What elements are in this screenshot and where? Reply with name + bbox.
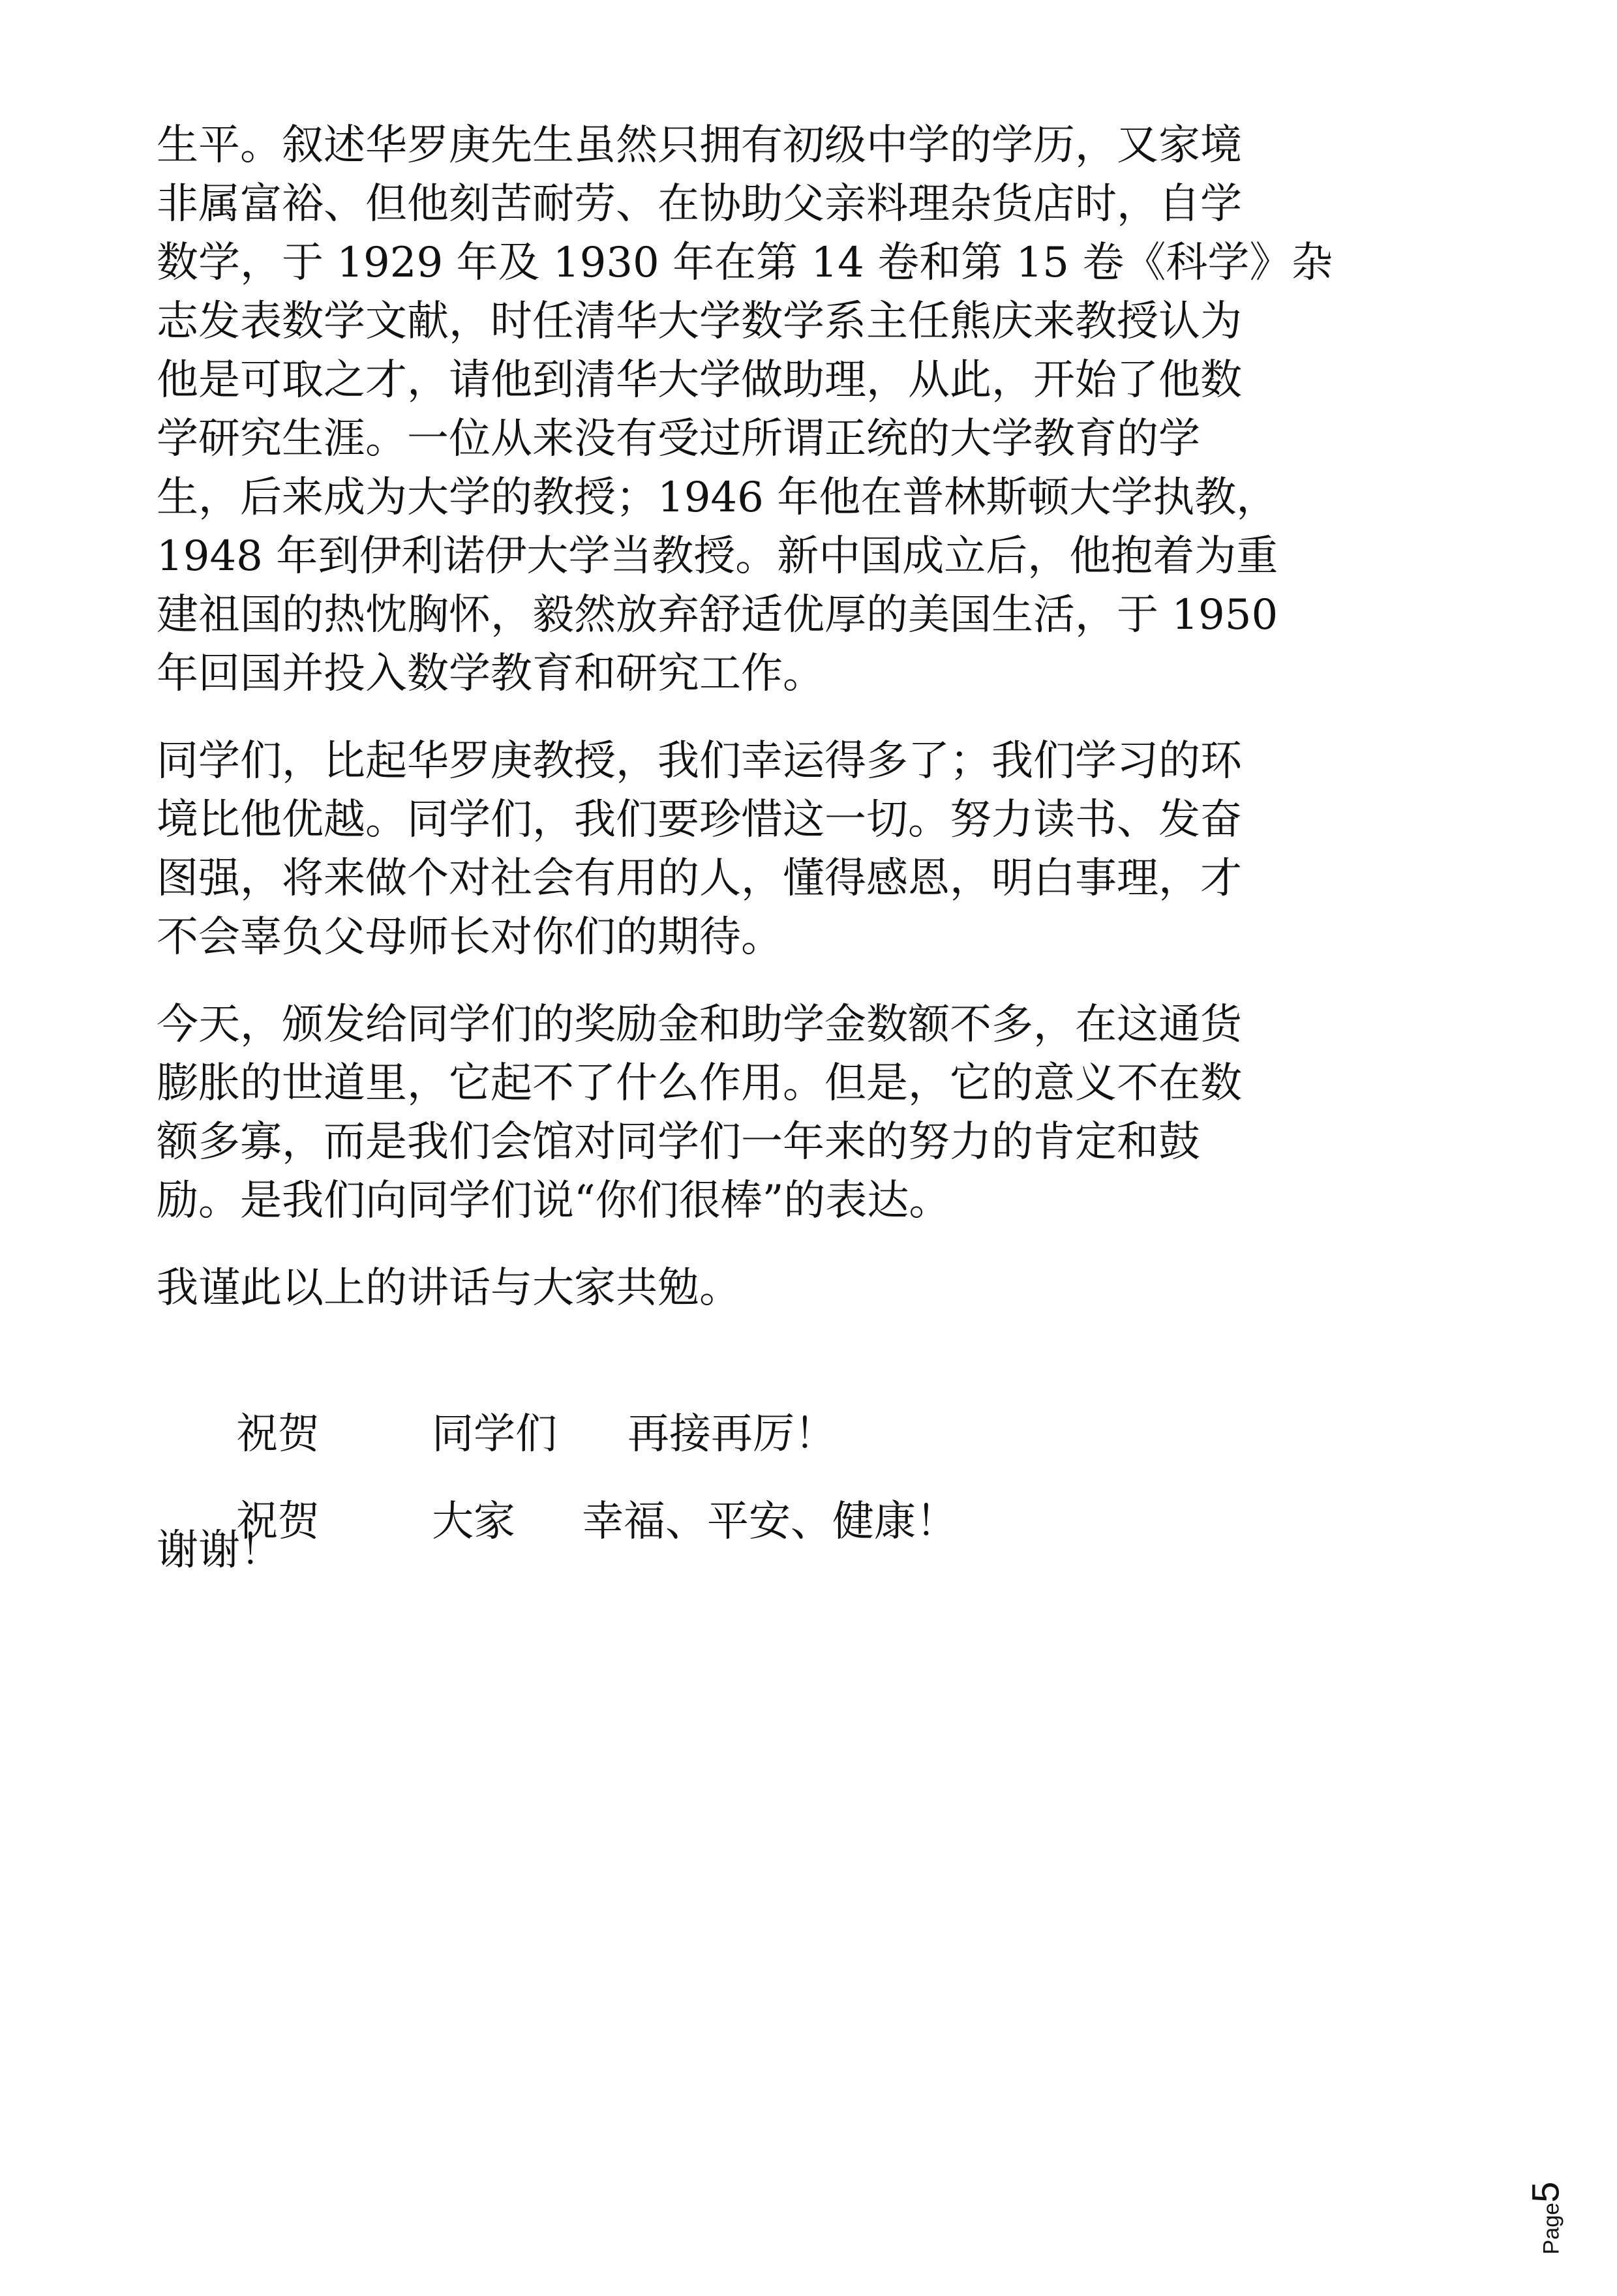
page-number <box>1520 2139 1572 2296</box>
greeting-wish: 再接再厉！ <box>627 1410 837 1458</box>
greeting-target: 大家 <box>432 1498 516 1546</box>
paragraph-biography: 生平。叙述华罗庚先生虽然只拥有初级中学的学历，又家境 非属富裕、但他刻苦耐劳、在协助父亲料理杂货店时，自学 数学，于 1929 年及 1930 年在第 14 卷和第 15 卷《科学》杂 志发表数学文献，时任清华大学数学系主任熊庆来教授认为 他是可取之才，请他到清华大学做助理，从此，开始了他数 学研究生涯。一位从来没有受过所谓正统的大学教育的学 生，后来成为大学的教授；1946 年他在普林斯顿大学执教， 1948 年到伊利诺伊大学当教授。新中国成立后，他抱着为重 建祖国的热忱胸怀，毅然放弃舒适优厚的美国生活，于 1950 年回国并投入数学教育和研究工作。 <box>157 121 1333 698</box>
page-number-value: 5 <box>1524 2181 1567 2203</box>
greeting-students <box>157 1346 1481 1458</box>
document-body <box>157 116 1481 1580</box>
page-number-label: Page <box>1539 2202 1564 2254</box>
greeting-wish: 幸福、平安、健康！ <box>582 1498 958 1546</box>
greeting-label: 祝贺 <box>236 1410 320 1458</box>
paragraph-awards: 今天，颁发给同学们的奖励金和助学金数额不多，在这通货 膨胀的世道里，它起不了什么作用。但是，它的意义不在数 额多寡，而是我们会馆对同学们一年来的努力的肯定和鼓 励。是我们向同学们说“你们很棒”的表达。 <box>157 1001 1242 1225</box>
greeting-label: 祝贺 <box>236 1498 320 1546</box>
greeting-target: 同学们 <box>432 1410 558 1458</box>
paragraph-closing-remark: 我谨此以上的讲话与大家共勉。 <box>157 1264 741 1312</box>
paragraph-encouragement: 同学们，比起华罗庚教授，我们幸运得多了；我们学习的环 境比他优越。同学们，我们要珍惜这一切。努力读书、发奋 图强，将来做个对社会有用的人，懂得感恩，明白事理，才 不会辜负父母师长对你们的期待。 <box>157 737 1242 961</box>
closing-thanks: 谢谢！ <box>157 1526 282 1575</box>
